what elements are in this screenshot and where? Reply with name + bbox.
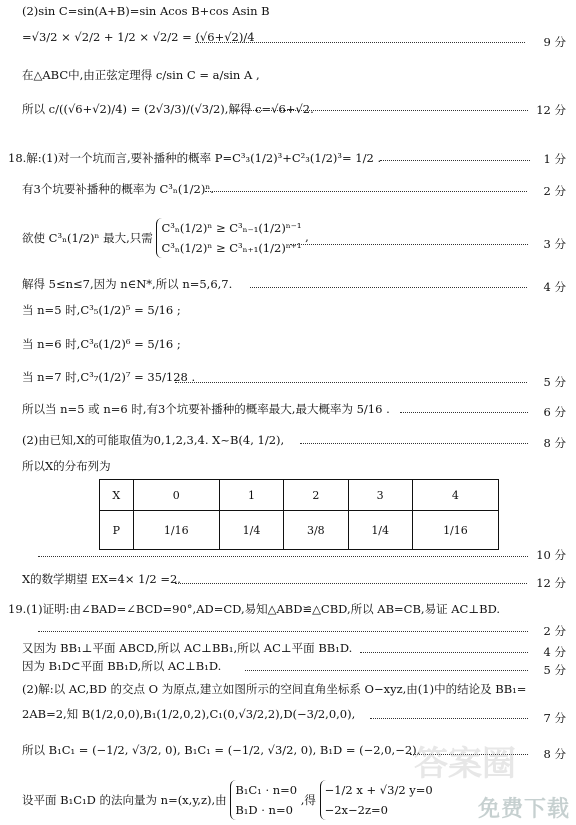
text-line: 欲使 C³ₙ(1/2)ⁿ 最大,只需 C³ₙ(1/2)ⁿ ≥ C³ₙ₋₁(1/2)ⁿ⁻¹ C³ₙ(1/2)ⁿ ≥ C³ₙ₊₁(1/2)ⁿ⁺¹ ,	[22, 218, 309, 258]
score-label: 6 分	[543, 405, 566, 419]
text-line: 当 n=5 时,C³₅(1/2)⁵ = 5/16 ;	[22, 303, 181, 317]
score-label: 4 分	[543, 280, 566, 294]
score-leader	[300, 443, 528, 444]
score-leader	[230, 110, 528, 111]
score-leader	[175, 382, 527, 383]
score-leader	[205, 191, 527, 192]
score-leader	[195, 42, 525, 43]
score-label: 3 分	[543, 237, 566, 251]
text-line: 当 n=6 时,C³₆(1/2)⁶ = 5/16 ;	[22, 337, 181, 351]
text-line: 所以X的分布列为	[22, 459, 111, 473]
text-line: 有3个坑要补播种的概率为 C³ₙ(1/2)ⁿ.	[22, 182, 214, 196]
table-cell: 2	[284, 480, 348, 511]
text-line: 2AB=2,知 B(1/2,0,0),B₁(1/2,0,2),C₁(0,√3/2,2),D(−3/2,0,0),	[22, 707, 356, 721]
score-leader	[38, 556, 528, 557]
text-line: 当 n=7 时,C³₇(1/2)⁷ = 35/128 .	[22, 370, 196, 384]
table-cell: P	[100, 511, 134, 550]
table-cell: 3	[348, 480, 412, 511]
text-line: (2)由已知,X的可能取值为0,1,2,3,4. X~B(4, 1/2),	[22, 433, 285, 447]
score-leader	[245, 670, 528, 671]
score-label: 4 分	[543, 645, 566, 659]
score-label: 5 分	[543, 375, 566, 389]
score-label: 8 分	[543, 436, 566, 450]
score-label: 12 分	[536, 103, 566, 117]
table-cell: 1	[219, 480, 283, 511]
text-line: (2)sin C=sin(A+B)=sin Acos B+cos Asin B	[22, 4, 270, 18]
text-line: 所以 B₁C₁ = (−1/2, √3/2, 0), B₁C₁ = (−1/2, √3/2, 0), B₁D = (−2,0,−2).	[22, 743, 421, 757]
distribution-table	[99, 479, 499, 550]
table-cell: 1/16	[133, 511, 219, 550]
score-leader	[175, 583, 527, 584]
watermark-logo: 答案圈	[414, 744, 516, 784]
score-leader	[370, 718, 528, 719]
text-line: 所以当 n=5 或 n=6 时,有3个坑要补播种的概率最大,最大概率为 5/16 .	[22, 402, 390, 416]
text-line: =√3/2 × √2/2 + 1/2 × √2/2 = (√6+√2)/4	[22, 30, 255, 44]
equation-system: −1/2 x + √3/2 y=0 −2x−2z=0	[320, 780, 433, 820]
table-cell: 3/8	[284, 511, 348, 550]
text-line: 又因为 BB₁⊥平面 ABCD,所以 AC⊥BB₁,所以 AC⊥平面 BB₁D.	[22, 641, 353, 655]
score-leader	[400, 412, 528, 413]
score-label: 10 分	[536, 548, 566, 562]
score-label: 8 分	[543, 747, 566, 761]
table-cell: 1/16	[412, 511, 498, 550]
text-line: 解得 5≤n≤7,因为 n∈N*,所以 n=5,6,7.	[22, 277, 233, 291]
question-18: 18.解:(1)对一个坑而言,要补播种的概率 P=C³₃(1/2)³+C²₃(1/2)³= 1/2 .	[8, 151, 382, 165]
score-leader	[38, 631, 528, 632]
table-header-row	[100, 480, 499, 511]
inequality-system: C³ₙ(1/2)ⁿ ≥ C³ₙ₋₁(1/2)ⁿ⁻¹ C³ₙ(1/2)ⁿ ≥ C³ₙ₊₁(1/2)ⁿ⁺¹	[156, 218, 301, 258]
score-leader	[380, 160, 530, 161]
table-cell: X	[100, 480, 134, 511]
text-line: 设平面 B₁C₁D 的法向量为 n=(x,y,z),由 B₁C₁ · n=0 B₁D · n=0 ,得 −1/2 x + √3/2 y=0 −2x−2z=0	[22, 780, 433, 820]
text-line: 在△ABC中,由正弦定理得 c/sin C = a/sin A ,	[22, 68, 260, 82]
table-cell: 4	[412, 480, 498, 511]
text-line: 因为 B₁D⊂平面 BB₁D,所以 AC⊥B₁D.	[22, 659, 222, 673]
text-line: X的数学期望 EX=4× 1/2 =2.	[22, 572, 181, 586]
score-leader	[290, 244, 528, 245]
table-cell: 0	[133, 480, 219, 511]
table-cell: 1/4	[219, 511, 283, 550]
score-leader	[360, 652, 528, 653]
table-row	[100, 511, 499, 550]
question-19: 19.(1)证明:由∠BAD=∠BCD=90°,AD=CD,易知△ABD≌△CBD,所以 AB=CB,易证 AC⊥BD.	[8, 602, 501, 616]
score-label: 2 分	[543, 624, 566, 638]
score-label: 5 分	[543, 663, 566, 677]
watermark-text: 免费下载	[477, 797, 570, 822]
equation-system: B₁C₁ · n=0 B₁D · n=0	[230, 780, 297, 820]
text-line: (2)解:以 AC,BD 的交点 O 为原点,建立如图所示的空间直角坐标系 O−xyz,由(1)中的结论及 BB₁=	[22, 682, 527, 696]
text-line: 所以 c/((√6+√2)/4) = (2√3/3)/(√3/2),解得 c=√6+√2.	[22, 102, 314, 116]
table-cell: 1/4	[348, 511, 412, 550]
score-label: 9 分	[543, 35, 566, 49]
score-label: 2 分	[543, 184, 566, 198]
score-label: 1 分	[543, 152, 566, 166]
score-label: 7 分	[543, 711, 566, 725]
score-leader	[250, 287, 527, 288]
score-label: 12 分	[536, 576, 566, 590]
